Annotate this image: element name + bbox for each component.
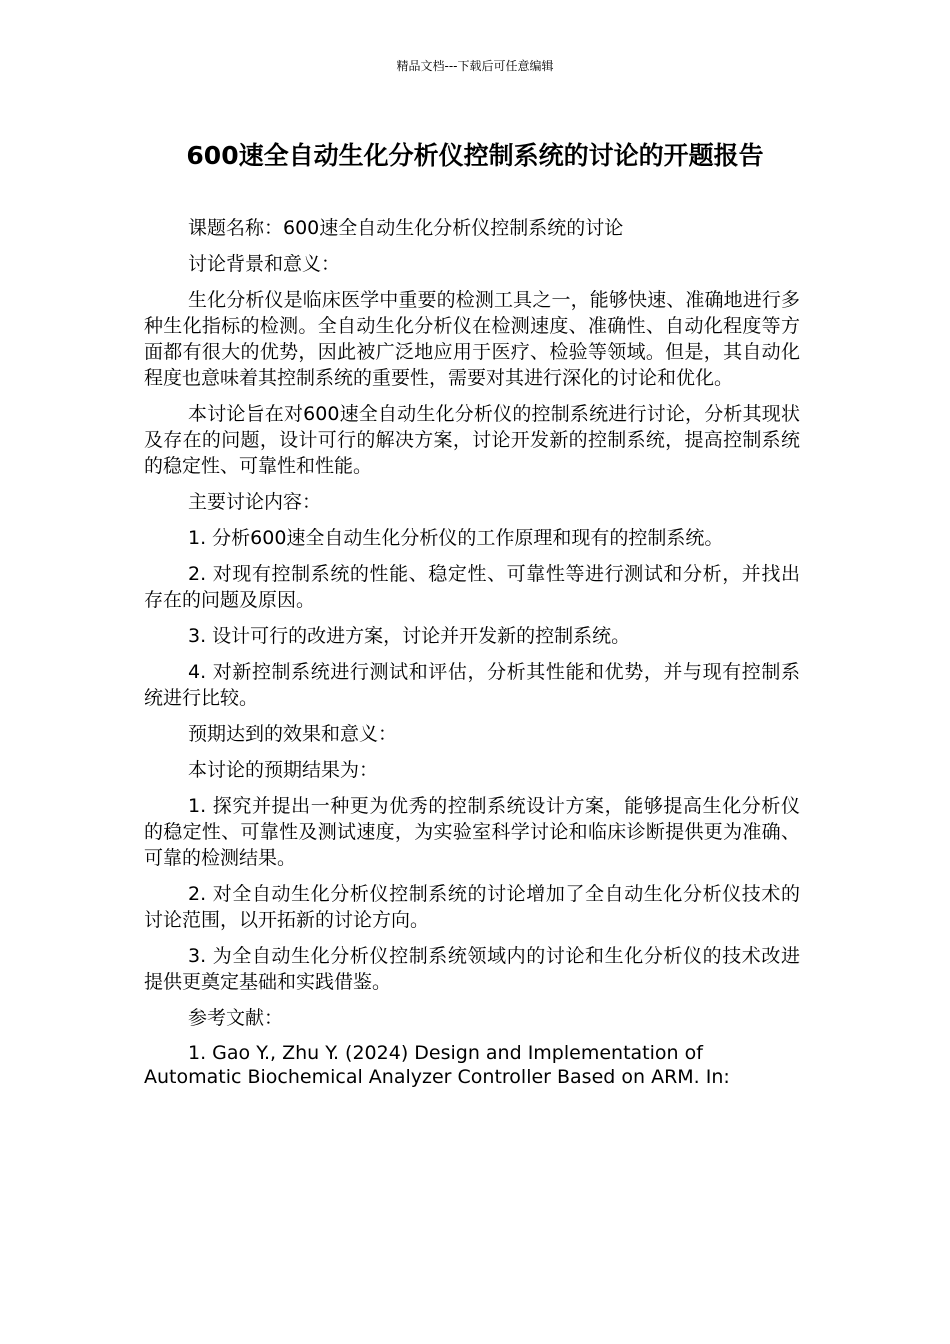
paragraph-expected-item-3: 3. 为全自动生化分析仪控制系统领域内的讨论和生化分析仪的技术改进提供更奠定基础和实践借鉴。 xyxy=(144,945,800,993)
paragraph-content-heading: 主要讨论内容： xyxy=(188,491,322,513)
paragraph-background-heading: 讨论背景和意义： xyxy=(188,253,341,275)
paragraph-expected-item-1: 1. 探究并提出一种更为优秀的控制系统设计方案，能够提高生化分析仪的稳定性、可靠性及测试速度，为实验室科学讨论和临床诊断提供更为准确、可靠的检测结果。 xyxy=(144,795,800,869)
paragraph-content-item-2: 2. 对现有控制系统的性能、稳定性、可靠性等进行测试和分析，并找出存在的问题及原因。 xyxy=(144,563,800,611)
document-body xyxy=(144,215,800,1099)
reference-item-1: 1. Gao Y., Zhu Y. (2024) Design and Implementation of Automatic Biochemical Analyzer Controller Based on ARM. In: xyxy=(144,1042,730,1088)
paragraph-background: 生化分析仪是临床医学中重要的检测工具之一，能够快速、准确地进行多种生化指标的检测。全自动生化分析仪在检测速度、准确性、自动化程度等方面都有很大的优势，因此被广泛地应用于医疗、检验等领域。但是，其自动化程度也意味着其控制系统的重要性，需要对其进行深化的讨论和优化。 xyxy=(144,289,800,389)
paragraph-expected-heading: 预期达到的效果和意义： xyxy=(188,723,398,745)
header-note: 精品文档---下载后可任意编辑 xyxy=(396,59,554,73)
paragraph-references-heading: 参考文献： xyxy=(188,1007,284,1029)
paragraph-purpose: 本讨论旨在对600速全自动生化分析仪的控制系统进行讨论，分析其现状及存在的问题，设计可行的解决方案，讨论开发新的控制系统，提高控制系统的稳定性、可靠性和性能。 xyxy=(144,403,800,477)
paragraph-content-item-4: 4. 对新控制系统进行测试和评估，分析其性能和优势，并与现有控制系统进行比较。 xyxy=(144,661,800,709)
paragraph-expected-item-2: 2. 对全自动生化分析仪控制系统的讨论增加了全自动生化分析仪技术的讨论范围，以开拓新的讨论方向。 xyxy=(144,883,800,931)
paragraph-content-item-1: 1. 分析600速全自动生化分析仪的工作原理和现有的控制系统。 xyxy=(188,527,724,549)
page-title: 600速全自动生化分析仪控制系统的讨论的开题报告 xyxy=(186,141,764,170)
paragraph-topic-name: 课题名称：600速全自动生化分析仪控制系统的讨论 xyxy=(188,217,624,239)
paragraph-content-item-3: 3. 设计可行的改进方案，讨论并开发新的控制系统。 xyxy=(188,625,631,647)
paragraph-expected-intro: 本讨论的预期结果为： xyxy=(188,759,379,781)
